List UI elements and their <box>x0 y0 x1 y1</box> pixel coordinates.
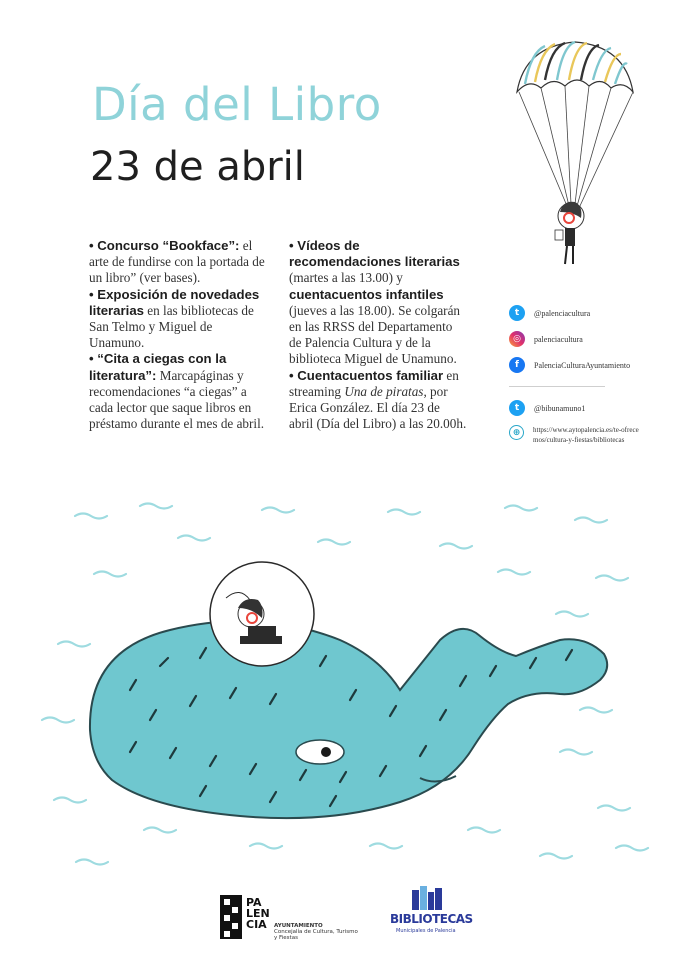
palencia-emblem <box>220 895 242 939</box>
website-link[interactable] <box>509 425 659 445</box>
event-cita-a-ciegas <box>89 351 267 432</box>
events-column-right <box>289 238 467 432</box>
twitter-link-cultura[interactable] <box>509 300 659 326</box>
logo-ayuntamiento: AYUNTAMIENTO <box>274 923 323 929</box>
facebook-link[interactable] <box>509 352 659 378</box>
event-bookface <box>89 238 267 287</box>
event-familiar-text: en streaming <box>289 367 459 399</box>
event-date: 23 de abril <box>90 144 305 190</box>
event-familiar-text2: , por Erica González. El día 23 de abril (Día del Libro) a las 20.00h. <box>289 383 467 432</box>
event-cita-title: • “Cita a ciegas con la literatura”: <box>89 351 227 383</box>
globe-icon: ⊕ <box>509 425 524 440</box>
logo-cia: CIA <box>246 918 267 931</box>
event-familiar-show-title: Una de piratas <box>344 383 424 399</box>
events-column-left <box>89 238 267 432</box>
books-icon <box>412 886 442 910</box>
twitter-handle-cultura: @palenciacultura <box>534 308 591 318</box>
whale-illustration <box>0 490 678 890</box>
event-videos <box>289 238 467 368</box>
event-bookface-text: el arte de fundirse con la portada de un libro” (ver bases). <box>89 238 265 286</box>
logo-bibliotecas-sub: Municipales de Palencia <box>396 928 456 934</box>
page-title: Día del Libro <box>92 78 382 131</box>
twitter-icon: t <box>509 400 525 416</box>
facebook-icon: f <box>509 357 525 373</box>
ayuntamiento-palencia-logo <box>220 895 360 941</box>
instagram-handle: palenciacultura <box>534 334 583 344</box>
twitter-handle-biblioteca: @bibunamuno1 <box>534 403 586 413</box>
event-familiar-title: • Cuentacuentos familiar <box>289 367 444 383</box>
logo-concejalia: Concejalía de Cultura, Turismo y Fiestas <box>274 929 358 941</box>
event-videos-text2: (jueves a las 18.00). Se colgarán en las RRSS del Departamento de Palencia Cultura y de la biblioteca Miguel de Unamuno. <box>289 302 461 367</box>
event-videos-title: • Vídeos de recomendaciones literarias <box>289 238 460 270</box>
event-cita-text: Marcapáginas y recomendaciones “a ciegas” a cada lector que saque libros en préstamo durante el mes de abril. <box>89 367 265 432</box>
event-exposicion-text: en las bibliotecas de San Telmo y Miguel de Unamuno. <box>89 302 254 351</box>
logo-len: LEN <box>246 907 270 920</box>
twitter-icon: t <box>509 305 525 321</box>
event-exposicion-title: • Exposición de novedades literarias <box>89 286 260 318</box>
twitter-link-biblioteca[interactable] <box>509 395 659 421</box>
facebook-handle: PalenciaCulturaAyuntamiento <box>534 360 631 370</box>
parachute-illustration <box>505 36 645 276</box>
instagram-link[interactable] <box>509 326 659 352</box>
event-cuentacuentos-familiar <box>289 368 467 433</box>
bibliotecas-logo <box>390 886 473 942</box>
event-cuentacuentos-infantiles: cuentacuentos infantiles <box>289 286 444 302</box>
instagram-icon: ◎ <box>509 331 525 347</box>
event-bookface-title: • Concurso “Bookface”: <box>89 238 240 253</box>
social-links <box>509 300 659 445</box>
logo-pa: PA <box>246 896 262 909</box>
event-videos-text: (martes a las 13.00) y <box>289 270 403 286</box>
website-url: https://www.aytopalencia.es/te-ofrecemos/cultura-y-fiestas/bibliotecas <box>533 426 639 444</box>
logo-bibliotecas: BIBLIOTECAS <box>390 912 473 926</box>
event-exposicion <box>89 287 267 352</box>
social-divider <box>509 386 605 387</box>
